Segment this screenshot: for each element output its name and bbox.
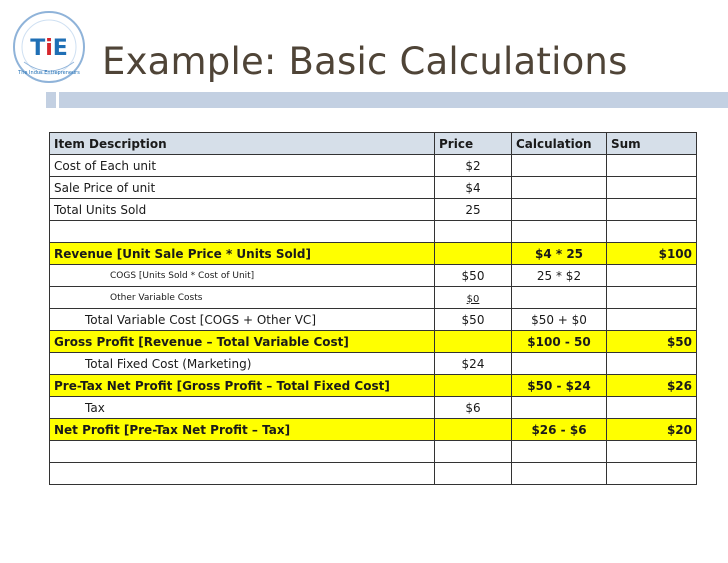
title-rule-left: [46, 92, 56, 108]
pre-tax-profit-row: [50, 375, 697, 397]
row-price: [435, 375, 512, 397]
net-profit-row: [50, 419, 697, 441]
row-calculation: $26 - $6: [512, 419, 607, 441]
row-price: [435, 287, 512, 309]
row-price: $2: [435, 155, 512, 177]
row-calculation: $50 + $0: [512, 309, 607, 331]
row-price: 25: [435, 199, 512, 221]
row-sum: $50: [607, 331, 697, 353]
row-description: COGS [Units Sold * Cost of Unit]: [50, 265, 435, 287]
row-price: [435, 441, 512, 463]
row-calculation: [512, 397, 607, 419]
row-calculation: $100 - 50: [512, 331, 607, 353]
row-price: [435, 243, 512, 265]
row-sum: [607, 155, 697, 177]
row-sum: [607, 463, 697, 485]
row-calculation: $4 * 25: [512, 243, 607, 265]
row-sum: [607, 287, 697, 309]
row-sum: [607, 221, 697, 243]
row-description: Pre-Tax Net Profit [Gross Profit – Total Fixed Cost]: [50, 375, 435, 397]
row-calculation: [512, 287, 607, 309]
row-description: Revenue [Unit Sale Price * Units Sold]: [50, 243, 435, 265]
title-rule-right: [59, 92, 728, 108]
table-row: [50, 353, 697, 375]
row-description: Tax: [50, 397, 435, 419]
row-sum: [607, 397, 697, 419]
gross-profit-row: [50, 331, 697, 353]
row-description: Total Fixed Cost (Marketing): [50, 353, 435, 375]
header-sum: Sum: [607, 133, 697, 155]
table-row: [50, 463, 697, 485]
table-row: [50, 155, 697, 177]
logo-caption: The Indus Entrepreneurs: [18, 70, 80, 76]
row-calculation: [512, 199, 607, 221]
row-sum: $100: [607, 243, 697, 265]
row-price: [435, 419, 512, 441]
revenue-row: [50, 243, 697, 265]
table-row: [50, 397, 697, 419]
row-calculation: [512, 177, 607, 199]
row-price: $24: [435, 353, 512, 375]
table-row: [50, 199, 697, 221]
row-calculation: 25 * $2: [512, 265, 607, 287]
row-calculation: [512, 221, 607, 243]
row-sum: [607, 199, 697, 221]
row-description: [50, 441, 435, 463]
slide-title: Example: Basic Calculations: [102, 40, 628, 83]
row-calculation: $50 - $24: [512, 375, 607, 397]
row-sum: $20: [607, 419, 697, 441]
row-sum: [607, 441, 697, 463]
svg-text:TiE: TiE: [30, 36, 68, 61]
row-description: Other Variable Costs: [50, 287, 435, 309]
header-description: Item Description: [50, 133, 435, 155]
row-sum: [607, 177, 697, 199]
row-description: Gross Profit [Revenue – Total Variable Cost]: [50, 331, 435, 353]
row-description: [50, 221, 435, 243]
row-calculation: [512, 353, 607, 375]
row-price: [435, 463, 512, 485]
row-description: Net Profit [Pre-Tax Net Profit – Tax]: [50, 419, 435, 441]
table-row: [50, 265, 697, 287]
table-header-row: [50, 133, 697, 155]
row-sum: [607, 265, 697, 287]
row-description: Total Units Sold: [50, 199, 435, 221]
row-calculation: [512, 463, 607, 485]
row-sum: $26: [607, 375, 697, 397]
row-description: Total Variable Cost [COGS + Other VC]: [50, 309, 435, 331]
row-price: $6: [435, 397, 512, 419]
row-price: [435, 331, 512, 353]
row-price: $4: [435, 177, 512, 199]
table-row: [50, 287, 697, 309]
row-calculation: [512, 441, 607, 463]
row-description: Sale Price of unit: [50, 177, 435, 199]
row-price: [435, 221, 512, 243]
header-price: Price: [435, 133, 512, 155]
underlined-value: $0: [466, 293, 480, 305]
tie-logo: [12, 10, 86, 84]
table-row: [50, 221, 697, 243]
row-description: Cost of Each unit: [50, 155, 435, 177]
row-price: $50: [435, 265, 512, 287]
table-row: [50, 177, 697, 199]
header-calculation: Calculation: [512, 133, 607, 155]
table-row: [50, 309, 697, 331]
table-row: [50, 441, 697, 463]
row-description: [50, 463, 435, 485]
row-calculation: [512, 155, 607, 177]
calculation-table: [49, 132, 697, 485]
row-sum: [607, 353, 697, 375]
row-price: $50: [435, 309, 512, 331]
row-sum: [607, 309, 697, 331]
